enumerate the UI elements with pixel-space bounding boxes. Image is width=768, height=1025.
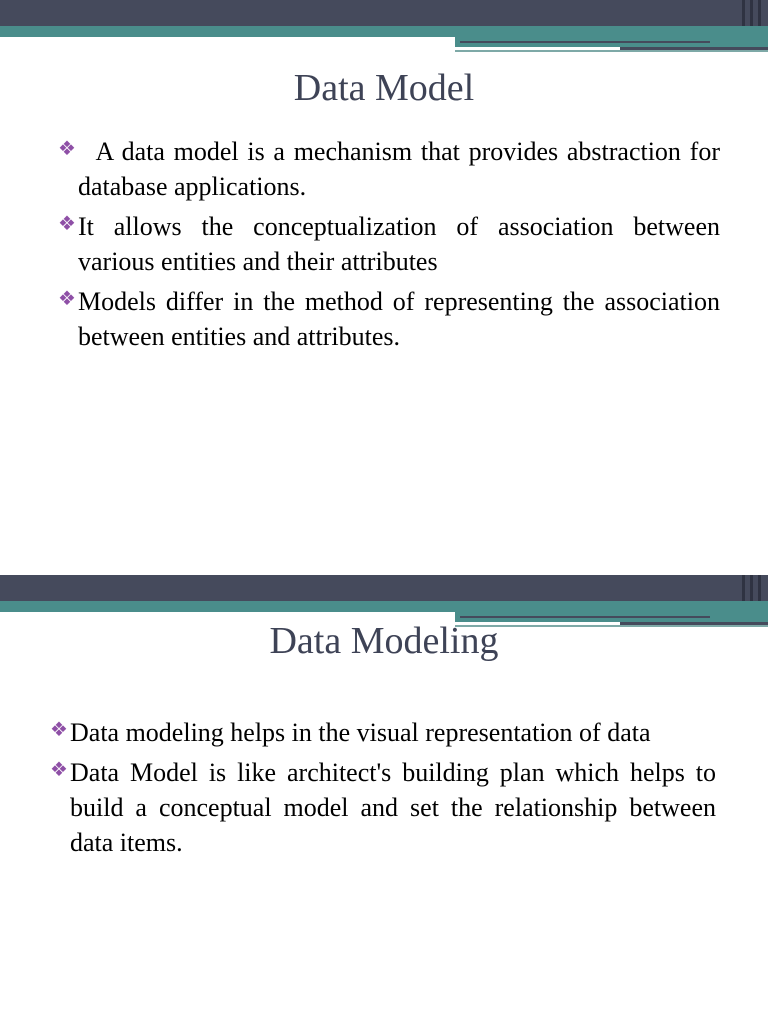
bullet-item (58, 284, 720, 354)
header-accent-line (455, 50, 768, 52)
four-diamond-bullet-icon: ❖ (50, 759, 68, 781)
bullet-text: It allows the conceptualization of association between various entities and their attributes (78, 212, 720, 276)
bullet-item (50, 715, 716, 750)
bullet-text: Models differ in the method of representing the association between entities and attributes. (78, 287, 720, 351)
four-diamond-bullet-icon: ❖ (58, 213, 76, 235)
header-tick (758, 575, 761, 601)
header-tick (742, 0, 745, 26)
slide-header-band (0, 0, 768, 56)
four-diamond-bullet-icon: ❖ (58, 288, 76, 310)
header-tick (750, 0, 753, 26)
header-teal-stripe (0, 26, 768, 37)
bullet-list (50, 715, 716, 865)
bullet-text: Data modeling helps in the visual representation of data (70, 718, 651, 747)
bullet-item (50, 755, 716, 860)
header-accent-line (460, 616, 710, 618)
header-white-notch (0, 37, 455, 56)
bullet-list (58, 134, 727, 359)
header-teal-stripe (0, 601, 768, 612)
header-tick (742, 575, 745, 601)
bullet-item (58, 134, 727, 204)
header-dark-stripe (0, 575, 768, 601)
slide-data-model (0, 0, 768, 450)
header-tick (758, 0, 761, 26)
bullet-text: A data model is a mechanism that provides abstraction for database applications. (78, 137, 727, 201)
four-diamond-bullet-icon: ❖ (58, 138, 76, 160)
four-diamond-bullet-icon: ❖ (50, 719, 68, 741)
slide-title: Data Modeling (269, 620, 499, 662)
slide-data-modeling (0, 575, 768, 1025)
header-accent-line (460, 41, 710, 43)
header-tick (750, 575, 753, 601)
bullet-text: Data Model is like architect's building plan which helps to build a conceptual model and set the relationship between data items. (70, 758, 716, 857)
bullet-item (58, 209, 720, 279)
slide-title: Data Model (293, 67, 475, 109)
header-dark-stripe (0, 0, 768, 26)
